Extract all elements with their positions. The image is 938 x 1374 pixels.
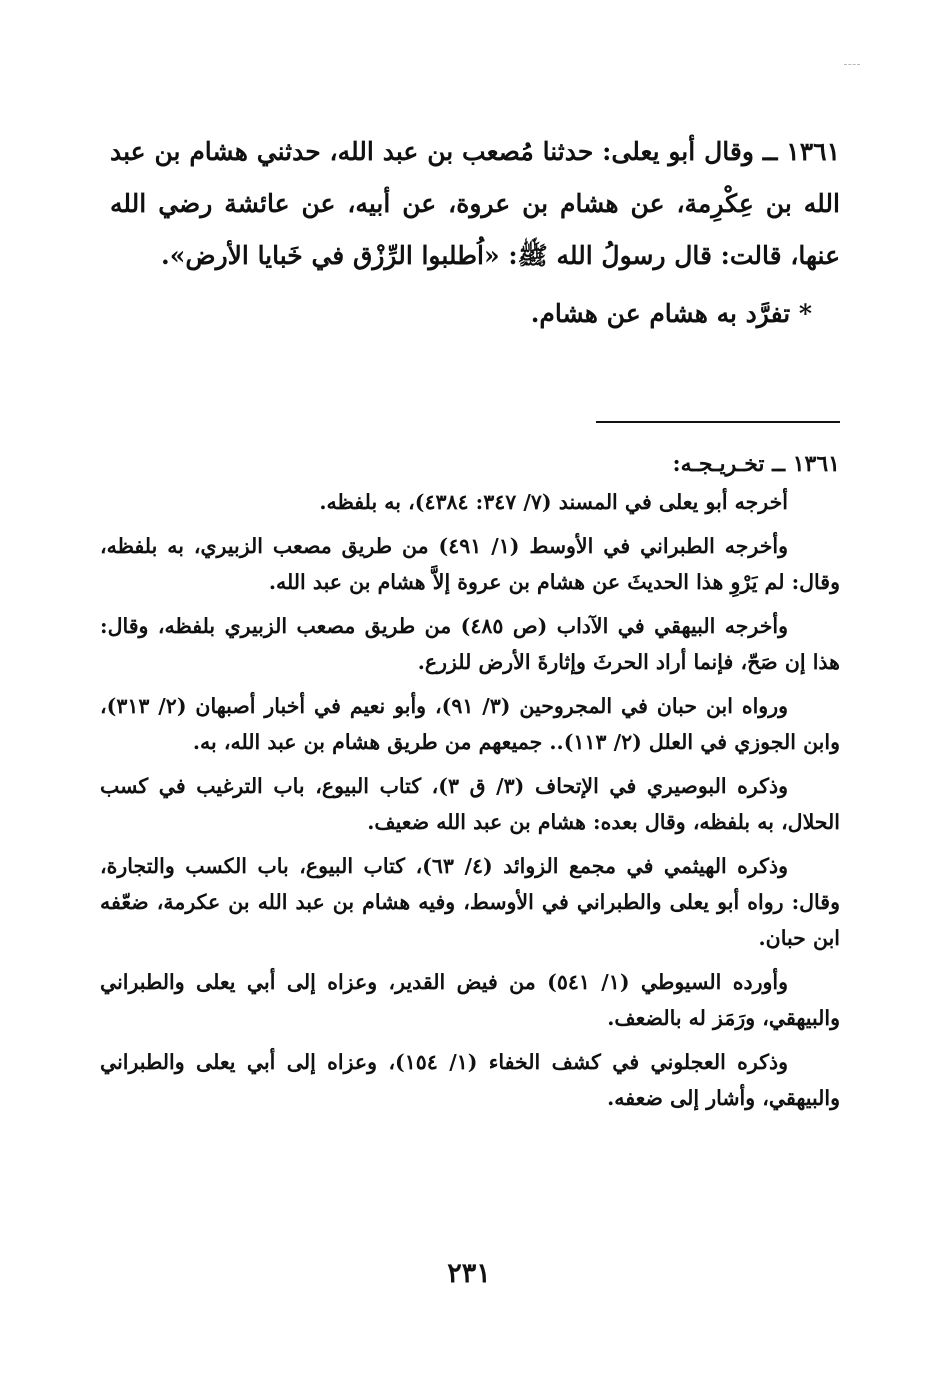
takhrij-section xyxy=(100,446,840,1124)
takhrij-paragraph: وأخرجه البيهقي في الآداب (ص ٤٨٥) من طريق مصعب الزبيري بلفظه، وقال: هذا إن صَحّ، فإنما أراد الحرثَ وإثارةَ الأرض للزرع. xyxy=(100,614,840,674)
hadith-text: ١٣٦١ ــ وقال أبو يعلى: حدثنا مُصعب بن عبد الله، حدثني هشام بن عبد الله بن عِكْرِمة، عن هشام بن عروة، عن أبيه، عن عائشة رضي الله عنها، قالت: قال رسولُ الله ﷺ: «اُطلبوا الرِّزْق في خَبايا الأرض». xyxy=(110,137,840,270)
hadith-block xyxy=(110,126,840,336)
takhrij-paragraph: وذكره البوصيري في الإتحاف (٣/ ق ٣)، كتاب البيوع، باب الترغيب في كسب الحلال، به بلفظه، وقال بعده: هشام بن عبد الله ضعيف. xyxy=(100,774,840,834)
takhrij-paragraph: وذكره العجلوني في كشف الخفاء (١/ ١٥٤)، وعزاه إلى أبي يعلى والطبراني والبيهقي، وأشار إلى ضعفه. xyxy=(100,1050,840,1110)
page-number: ٢٣١ xyxy=(447,1258,491,1289)
takhrij-heading: ١٣٦١ ــ تخـريـجـه: xyxy=(672,451,840,477)
corner-mark xyxy=(844,64,860,65)
takhrij-paragraph: ورواه ابن حبان في المجروحين (٣/ ٩١)، وأبو نعيم في أخبار أصبهان (٢/ ٣١٣)، وابن الجوزي في العلل (٢/ ١١٣).. جميعهم من طريق هشام بن عبد الله، به. xyxy=(100,694,840,754)
hadith-note: * تفرَّد به هشام عن هشام. xyxy=(530,299,812,328)
takhrij-paragraph: وذكره الهيثمي في مجمع الزوائد (٤/ ٦٣)، كتاب البيوع، باب الكسب والتجارة، وقال: رواه أبو يعلى والطبراني في الأوسط، وفيه هشام بن عبد الله بن عكرمة، ضعّفه ابن حبان. xyxy=(100,854,840,950)
takhrij-paragraph: وأخرجه الطبراني في الأوسط (١/ ٤٩١) من طريق مصعب الزبيري، به بلفظه، وقال: لم يَرْوِ هذا الحديثَ عن هشام بن عروة إلاَّ هشام بن عبد الله. xyxy=(100,534,840,594)
takhrij-paragraph: أخرجه أبو يعلى في المسند (٧/ ٣٤٧: ٤٣٨٤)، به بلفظه. xyxy=(319,490,788,514)
footnote-separator xyxy=(596,421,840,423)
takhrij-paragraph: وأورده السيوطي (١/ ٥٤١) من فيض القدير، وعزاه إلى أبي يعلى والطبراني والبيهقي، ورَمَز له بالضعف. xyxy=(100,970,840,1030)
